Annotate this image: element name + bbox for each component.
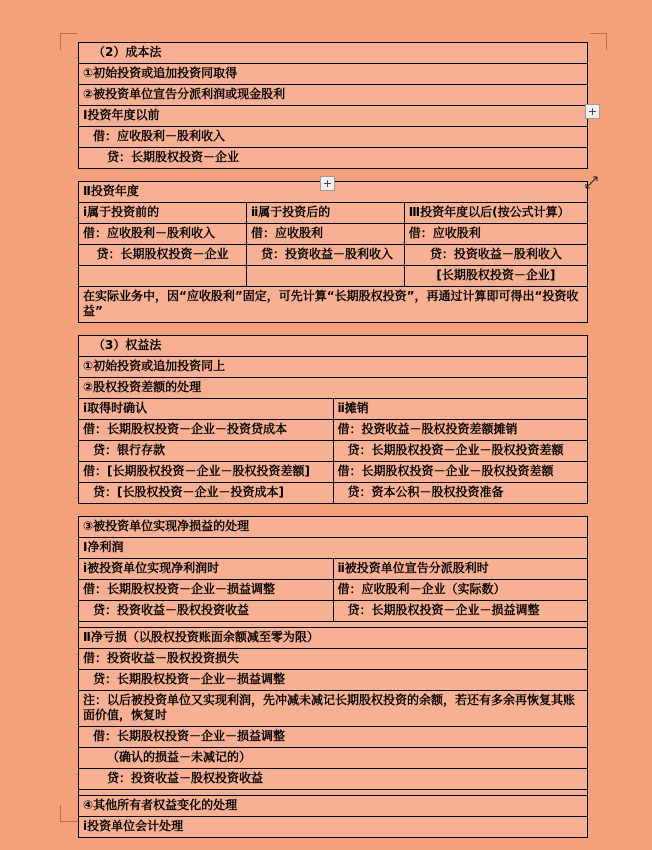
equity-method-table xyxy=(78,335,588,504)
table-cell: ⅰ投资单位会计处理 xyxy=(79,817,588,838)
table-cell: 在实际业务中，因“应收股利”固定，可先计算“长期股权投资”，再通过计算即可得出“投资收益” xyxy=(79,287,588,323)
table-cell: ③被投资单位实现净损益的处理 xyxy=(79,517,588,538)
page-frame-corner-top-left xyxy=(60,33,77,50)
table-cell: Ⅲ投资年度以后(按公式计算） xyxy=(404,203,587,224)
add-column-button[interactable]: + xyxy=(320,176,335,191)
table-row xyxy=(79,148,588,169)
table-row xyxy=(79,106,588,127)
table-cell: Ⅱ净亏损（以股权投资账面余额减至零为限） xyxy=(79,628,588,649)
table-cell: Ⅰ净利润 xyxy=(79,538,588,559)
table-row xyxy=(79,64,588,85)
table-row xyxy=(79,378,588,399)
table-cell: ⅱ摊销 xyxy=(333,399,588,420)
table-row xyxy=(79,483,588,504)
table-cell: ⅱ属于投资后的 xyxy=(246,203,404,224)
table-cell: 贷：长期股权投资－企业 xyxy=(79,245,247,266)
table-cell xyxy=(79,266,247,287)
table-cell: ①初始投资或追加投资同上 xyxy=(79,357,588,378)
table-row xyxy=(79,336,588,357)
page-frame-corner-bottom-left xyxy=(60,805,77,822)
table-cell: 借：投资收益－股权投资损失 xyxy=(79,649,588,670)
table-cell: 借：应收股利－股利收入 xyxy=(79,224,247,245)
document-page xyxy=(78,42,588,838)
table-row xyxy=(79,287,588,323)
table-row xyxy=(79,441,588,462)
table-cell: （2）成本法 xyxy=(79,43,588,64)
table-row xyxy=(79,670,588,691)
resize-icon[interactable] xyxy=(583,176,599,192)
table-row xyxy=(79,580,588,601)
table-cell: 借：长期股权投资－企业－损益调整 xyxy=(79,580,334,601)
table-row xyxy=(79,727,588,748)
table-row xyxy=(79,601,588,622)
resize-arrows-icon xyxy=(585,176,598,189)
table-cell: 借：长期股权投资－企业－投资贷成本 xyxy=(79,420,334,441)
table-row xyxy=(79,399,588,420)
table-cell: 贷：投资收益－股权投资收益 xyxy=(79,601,334,622)
table-cell: （确认的损益－未减记的） xyxy=(79,748,588,769)
table-spacer xyxy=(78,504,588,516)
cost-method-table xyxy=(78,42,588,169)
table-row xyxy=(79,203,588,224)
table-row xyxy=(79,245,588,266)
table-cell: ④其他所有者权益变化的处理 xyxy=(79,796,588,817)
table-cell: 借：投资收益－股权投资差额摊销 xyxy=(333,420,588,441)
table-cell: ②股权投资差额的处理 xyxy=(79,378,588,399)
table-spacer xyxy=(78,323,588,335)
table-row xyxy=(79,748,588,769)
table-row xyxy=(79,538,588,559)
table-cell: 借：长期股权投资－企业－股权投资差额 xyxy=(333,462,588,483)
table-cell: 贷：银行存款 xyxy=(79,441,334,462)
add-row-button[interactable]: + xyxy=(585,104,600,119)
table-cell: Ⅰ投资年度以前 xyxy=(79,106,588,127)
table-row xyxy=(79,559,588,580)
table-row xyxy=(79,517,588,538)
page-frame-corner-top-right xyxy=(590,33,607,50)
table-cell: （3）权益法 xyxy=(79,336,588,357)
table-cell: Ⅱ投资年度 xyxy=(79,182,588,203)
table-cell: 贷：投资收益－股权投资收益 xyxy=(79,769,588,790)
table-cell: 贷：长期股权投资－企业 xyxy=(79,148,588,169)
table-row xyxy=(79,127,588,148)
table-cell: ⅰ被投资单位实现净利润时 xyxy=(79,559,334,580)
table-row xyxy=(79,357,588,378)
table-cell: ⅰ属于投资前的 xyxy=(79,203,247,224)
table-row xyxy=(79,420,588,441)
table-cell: [长期股权投资－企业] xyxy=(404,266,587,287)
table-cell: 借：长期股权投资－企业－损益调整 xyxy=(79,727,588,748)
table-row xyxy=(79,817,588,838)
table-cell: 贷：资本公积－股权投资准备 xyxy=(333,483,588,504)
investment-year-table xyxy=(78,181,588,323)
table-row xyxy=(79,85,588,106)
table-row xyxy=(79,43,588,64)
table-row xyxy=(79,462,588,483)
table-cell: ⅰ取得时确认 xyxy=(79,399,334,420)
table-row xyxy=(79,691,588,727)
table-cell: ②被投资单位宣告分派利润或现金股利 xyxy=(79,85,588,106)
table-cell: 贷：长期股权投资－企业－损益调整 xyxy=(333,601,588,622)
table-cell: ⅱ被投资单位宣告分派股利时 xyxy=(333,559,588,580)
table-row xyxy=(79,628,588,649)
table-cell: 借：应收股利 xyxy=(246,224,404,245)
table-cell: 借：应收股利 xyxy=(404,224,587,245)
table-cell: 注：以后被投资单位又实现利润，先冲减未减记长期股权投资的余额，若还有多余再恢复其账面价值，恢复时 xyxy=(79,691,588,727)
table-cell: 借：应收股利－股利收入 xyxy=(79,127,588,148)
table-cell: 贷：[长股权投资－企业－投资成本] xyxy=(79,483,334,504)
table-cell: 借：应收股利－企业（实际数） xyxy=(333,580,588,601)
table-row xyxy=(79,266,588,287)
table-cell: 贷：长期股权投资－企业－损益调整 xyxy=(79,670,588,691)
table-cell: 借：[长期股权投资－企业－股权投资差额] xyxy=(79,462,334,483)
table-row xyxy=(79,649,588,670)
table-row xyxy=(79,224,588,245)
profit-loss-table xyxy=(78,516,588,838)
table-cell: ①初始投资或追加投资同取得 xyxy=(79,64,588,85)
table-cell xyxy=(246,266,404,287)
table-cell: 贷：投资收益－股利收入 xyxy=(404,245,587,266)
table-row xyxy=(79,796,588,817)
table-cell: 贷：长期股权投资－企业－股权投资差额 xyxy=(333,441,588,462)
table-cell: 贷：投资收益－股利收入 xyxy=(246,245,404,266)
table-row xyxy=(79,769,588,790)
